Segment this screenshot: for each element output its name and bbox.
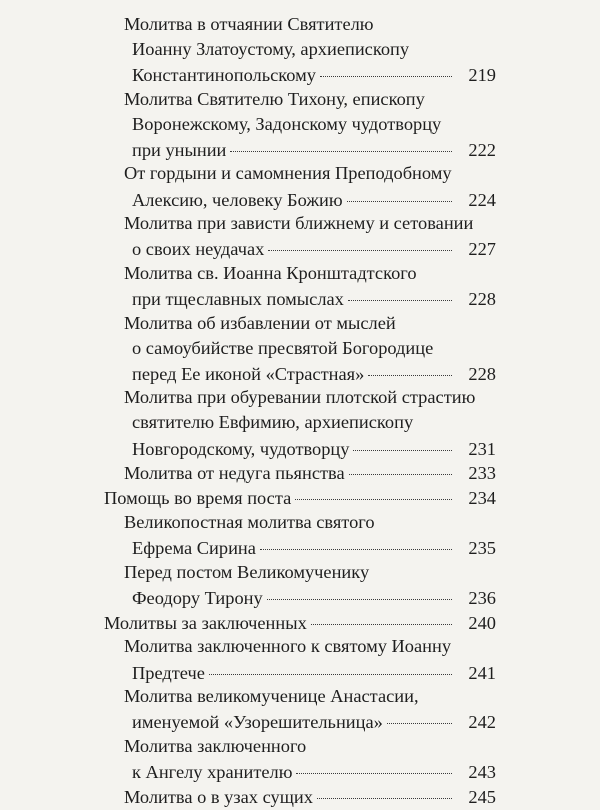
entry-title-line: Новгородскому, чудотворцу <box>132 438 350 459</box>
page-number: 233 <box>468 463 496 484</box>
toc-entry <box>0 161 600 211</box>
entry-title-line: перед Ее иконой «Страстная» <box>132 363 365 384</box>
toc-line <box>0 286 600 311</box>
toc-line <box>0 435 600 460</box>
toc-line <box>0 12 600 37</box>
dot-leader <box>267 580 452 599</box>
entry-title-line: Воронежскому, Задонскому чудотворцу <box>132 113 442 134</box>
entry-title-line: Молитва от недуга пьянства <box>124 463 345 484</box>
entry-title-line: именуемой «Узорешительница» <box>132 712 383 733</box>
toc-entry <box>0 560 600 610</box>
entry-title-line: Иоанну Златоустому, архиепископу <box>132 38 410 59</box>
toc-entry <box>0 734 600 784</box>
entry-title-line: Молитва в отчаянии Святителю <box>124 14 374 34</box>
toc-line <box>0 236 600 261</box>
table-of-contents <box>0 12 600 809</box>
toc-section <box>0 609 600 634</box>
toc-line <box>0 584 600 609</box>
page-number: 234 <box>468 488 496 509</box>
dot-leader <box>349 456 452 475</box>
toc-entry <box>0 510 600 560</box>
dot-leader <box>296 755 452 774</box>
dot-leader <box>368 356 452 375</box>
page-number: 243 <box>468 762 496 783</box>
dot-leader <box>268 232 452 251</box>
toc-line <box>0 659 600 684</box>
page-number: 242 <box>468 712 496 733</box>
entry-title-line: Перед постом Великомученику <box>124 561 370 582</box>
page-number: 228 <box>468 289 496 310</box>
dot-leader <box>311 605 452 624</box>
dot-leader <box>295 481 452 500</box>
dot-leader <box>230 132 452 151</box>
dot-leader <box>320 58 452 77</box>
entry-title-line: Феодору Тирону <box>132 587 263 608</box>
page-number: 228 <box>468 363 496 384</box>
entry-title-line: Молитва заключенного <box>124 735 307 756</box>
entry-title-line: От гордыни и самомнения Преподобному <box>124 163 452 184</box>
toc-entry <box>0 87 600 162</box>
toc-line <box>0 385 600 410</box>
toc-entry <box>0 784 600 809</box>
dot-leader <box>317 780 452 799</box>
entry-title-line: к Ангелу хранителю <box>132 762 293 783</box>
entry-title-line: святителю Евфимию, архиепископу <box>132 412 414 433</box>
toc-entry <box>0 385 600 460</box>
page-number: 241 <box>468 662 496 683</box>
entry-title-line: Великопостная молитва святого <box>124 511 375 532</box>
toc-line <box>0 87 600 112</box>
toc-line <box>0 535 600 560</box>
entry-title-line: Ефрема Сирина <box>132 538 256 559</box>
page-number: 219 <box>468 65 496 86</box>
entry-title-line: Молитва при зависти ближнему и сетовании <box>124 213 474 234</box>
dot-leader <box>387 705 452 724</box>
toc-entry <box>0 261 600 311</box>
section-title: Молитвы за заключенных <box>104 612 307 633</box>
toc-line <box>0 186 600 211</box>
page-number: 224 <box>468 189 496 210</box>
toc-line <box>0 609 600 634</box>
toc-line <box>0 261 600 286</box>
entry-title-line: Молитва великомученице Анастасии, <box>124 686 419 707</box>
toc-entry <box>0 634 600 684</box>
page-number: 222 <box>468 139 496 160</box>
page-number: 227 <box>468 239 496 260</box>
page-number: 240 <box>468 612 496 633</box>
entry-title-line: Алексию, человеку Божию <box>132 189 343 210</box>
toc-line <box>0 311 600 336</box>
toc-entry <box>0 12 600 87</box>
toc-line <box>0 485 600 510</box>
page-number: 245 <box>468 787 496 807</box>
entry-title-line: о своих неудачах <box>132 239 265 260</box>
section-title: Помощь во время поста <box>104 488 292 509</box>
entry-title-line: при тщеславных помыслах <box>132 289 344 310</box>
toc-line <box>0 161 600 186</box>
entry-title-line: Константинопольскому <box>132 65 316 86</box>
dot-leader <box>260 531 452 550</box>
entry-title-line: Предтече <box>132 662 205 683</box>
entry-title-line: Молитва Святителю Тихону, епископу <box>124 88 425 109</box>
toc-section <box>0 485 600 510</box>
toc-line <box>0 62 600 87</box>
entry-title-line: Молитва св. Иоанна Кронштадтского <box>124 262 417 283</box>
page-number: 235 <box>468 538 496 559</box>
dot-leader <box>347 182 452 201</box>
entry-title-line: при унынии <box>132 139 227 160</box>
toc-line <box>0 684 600 709</box>
toc-line <box>0 759 600 784</box>
toc-line <box>0 410 600 435</box>
toc-line <box>0 37 600 62</box>
entry-title-line: Молитва об избавлении от мыслей <box>124 312 396 333</box>
entry-title-line: Молитва заключенного к святому Иоанну <box>124 636 452 657</box>
entry-title-line: о самоубийстве пресвятой Богородице <box>132 337 434 358</box>
entry-title-line: Молитва при обуревании плотской страстию <box>124 387 476 408</box>
toc-line <box>0 336 600 361</box>
toc-entry <box>0 311 600 386</box>
dot-leader <box>353 431 452 450</box>
dot-leader <box>348 282 452 301</box>
dot-leader <box>209 655 452 674</box>
toc-line <box>0 784 600 809</box>
toc-line <box>0 360 600 385</box>
toc-line <box>0 136 600 161</box>
toc-entry <box>0 211 600 261</box>
entry-title-line: Молитва о в узах сущих <box>124 787 313 807</box>
toc-entry <box>0 684 600 734</box>
page-number: 236 <box>468 587 496 608</box>
toc-line <box>0 709 600 734</box>
page-number: 231 <box>468 438 496 459</box>
